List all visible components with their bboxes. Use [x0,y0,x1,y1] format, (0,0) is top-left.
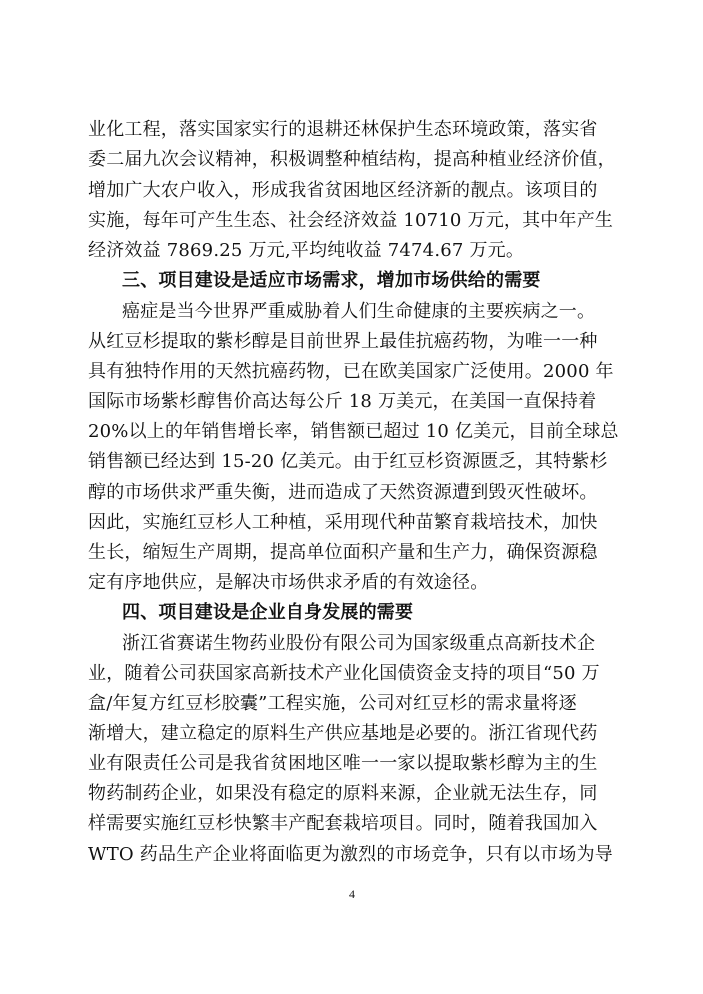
body-text-line: 销售额已经达到 15-20 亿美元。由于红豆杉资源匮乏，其特紫杉 [88,451,608,472]
body-text-line: 癌症是当今世界严重威胁着人们生命健康的主要疾病之一。 [122,301,596,322]
body-text-line: 样需要实施红豆杉快繁丰产配套栽培项目。同时，随着我国加入 [88,813,598,834]
body-text-line: 浙江省赛诺生物药业股份有限公司为国家级重点高新技术企 [122,633,596,654]
body-text-line: 国际市场紫杉醇售价高达每公斤 18 万美元，在美国一直保持着 [88,391,597,412]
body-text-line: 业有限责任公司是我省贫困地区唯一一家以提取紫杉醇为主的生 [88,753,598,774]
section-heading-3: 三、项目建设是适应市场需求，增加市场供给的需要 [122,270,541,291]
body-text-line: 渐增大，建立稳定的原料生产供应基地是必要的。浙江省现代药 [88,723,598,744]
body-text-line: 业化工程，落实国家实行的退耕还林保护生态环境政策，落实省 [88,119,598,140]
body-text-line: 从红豆杉提取的紫杉醇是目前世界上最佳抗癌药物，为唯一一种 [88,331,598,352]
body-text-line: 醇的市场供求严重失衡，进而造成了天然资源遭到毁灭性破坏。 [88,482,598,503]
page-number: 4 [349,887,355,901]
section-heading-4: 四、项目建设是企业自身发展的需要 [122,602,414,623]
body-text-line: 经济效益 7869.25 万元,平均纯收益 7474.67 万元。 [88,240,525,261]
body-text-line: 委二届九次会议精神，积极调整种植结构，提高种植业经济价值， [88,149,616,170]
body-text-line: 定有序地供应，是解决市场供求矛盾的有效途径。 [88,572,489,593]
body-text-line: 生长，缩短生产周期，提高单位面积产量和生产力，确保资源稳 [88,542,598,563]
body-text-line: 业，随着公司获国家高新技术产业化国债资金支持的项目“50 万 [88,663,600,684]
body-text-line: 因此，实施红豆杉人工种植，采用现代种苗繁育栽培技术，加快 [88,512,598,533]
body-text-line: 盒/年复方红豆杉胶囊”工程实施，公司对红豆杉的需求量将逐 [88,693,577,714]
body-text-line: 增加广大农户收入，形成我省贫困地区经济新的靓点。该项目的 [88,180,598,201]
body-text-line: 具有独特作用的天然抗癌药物，已在欧美国家广泛使用。2000 年 [88,361,614,382]
body-text-line: 20%以上的年销售增长率，销售额已超过 10 亿美元，目前全球总 [88,421,619,442]
body-text-line: 实施，每年可产生生态、社会经济效益 10710 万元，其中年产生 [88,210,614,231]
body-text-line: 物药制药企业，如果没有稳定的原料来源，企业就无法生存，同 [88,783,598,804]
body-text-line: WTO 药品生产企业将面临更为激烈的市场竞争，只有以市场为导 [88,844,613,865]
